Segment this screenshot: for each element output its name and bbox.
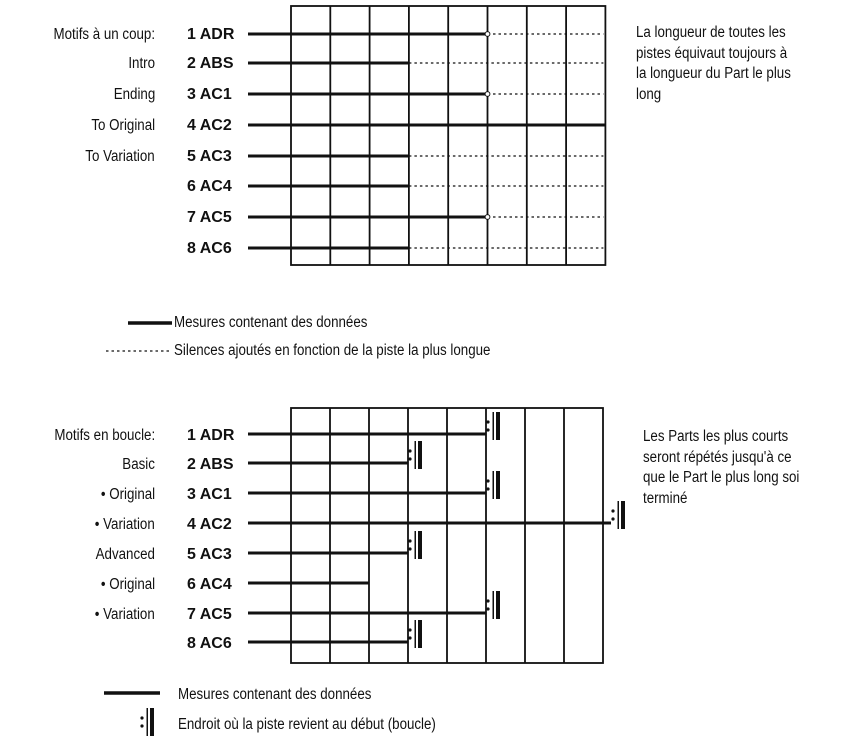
repeat-sign-icon — [486, 412, 500, 440]
repeat-sign-icon — [408, 441, 422, 469]
group-label-advanced: Advanced — [95, 546, 155, 563]
group-label-ending: Ending — [113, 86, 155, 103]
repeat-sign-icon — [486, 471, 500, 499]
group-label-advanced-variation: • Variation — [95, 606, 155, 623]
note-line: pistes équivaut toujours à — [636, 44, 788, 62]
track-label: 6 AC4 — [187, 576, 232, 593]
group-label-basic: Basic — [122, 456, 155, 473]
track-label: 7 AC5 — [187, 606, 232, 623]
track-label: 3 AC1 — [187, 486, 232, 503]
track-label: 2 ABS — [187, 55, 234, 72]
join-dot — [485, 215, 490, 220]
join-dot — [485, 32, 490, 37]
one-shot-title: Motifs à un coup: — [53, 26, 155, 43]
legend-data-measures: Mesures contenant des données — [174, 314, 368, 331]
repeat-sign-icon — [408, 620, 422, 648]
repeat-sign-icon — [611, 501, 625, 529]
track-label: 2 ABS — [187, 456, 234, 473]
legend-data-measures: Mesures contenant des données — [178, 686, 372, 703]
group-label-advanced-original: • Original — [100, 576, 155, 593]
track-label: 5 AC3 — [187, 148, 232, 165]
note-line: terminé — [643, 489, 688, 507]
note-line: Les Parts les plus courts — [643, 428, 789, 445]
note-line: long — [636, 85, 662, 103]
track-label: 1 ADR — [187, 427, 235, 444]
track-label: 3 AC1 — [187, 86, 232, 103]
repeat-sign-icon — [408, 531, 422, 559]
note-line: la longueur du Part le plus — [636, 65, 791, 82]
note-line: que le Part le plus long soi — [643, 469, 800, 486]
legend-repeat-sign-icon — [140, 708, 154, 736]
track-label: 1 ADR — [187, 26, 235, 43]
group-label-intro: Intro — [128, 55, 155, 72]
group-label-to-variation: To Variation — [85, 148, 155, 165]
group-label-basic-original: • Original — [100, 486, 155, 503]
legend-loop-point: Endroit où la piste revient au début (boucle) — [178, 716, 436, 733]
note-line: La longueur de toutes les — [636, 24, 786, 41]
track-label: 5 AC3 — [187, 546, 232, 563]
group-label-to-original: To Original — [91, 117, 155, 134]
group-label-basic-variation: • Variation — [95, 516, 155, 533]
repeat-sign-icon — [486, 591, 500, 619]
join-dot — [485, 92, 490, 97]
note-line: seront répétés jusqu'à ce — [643, 448, 792, 466]
track-label: 8 AC6 — [187, 240, 232, 257]
loop-title: Motifs en boucle: — [54, 427, 155, 444]
track-label: 7 AC5 — [187, 209, 232, 226]
track-label: 6 AC4 — [187, 178, 232, 195]
track-label: 8 AC6 — [187, 635, 232, 652]
track-label: 4 AC2 — [187, 516, 232, 533]
legend-added-rests: Silences ajoutés en fonction de la piste la plus longue — [174, 342, 491, 359]
track-label: 4 AC2 — [187, 117, 232, 134]
